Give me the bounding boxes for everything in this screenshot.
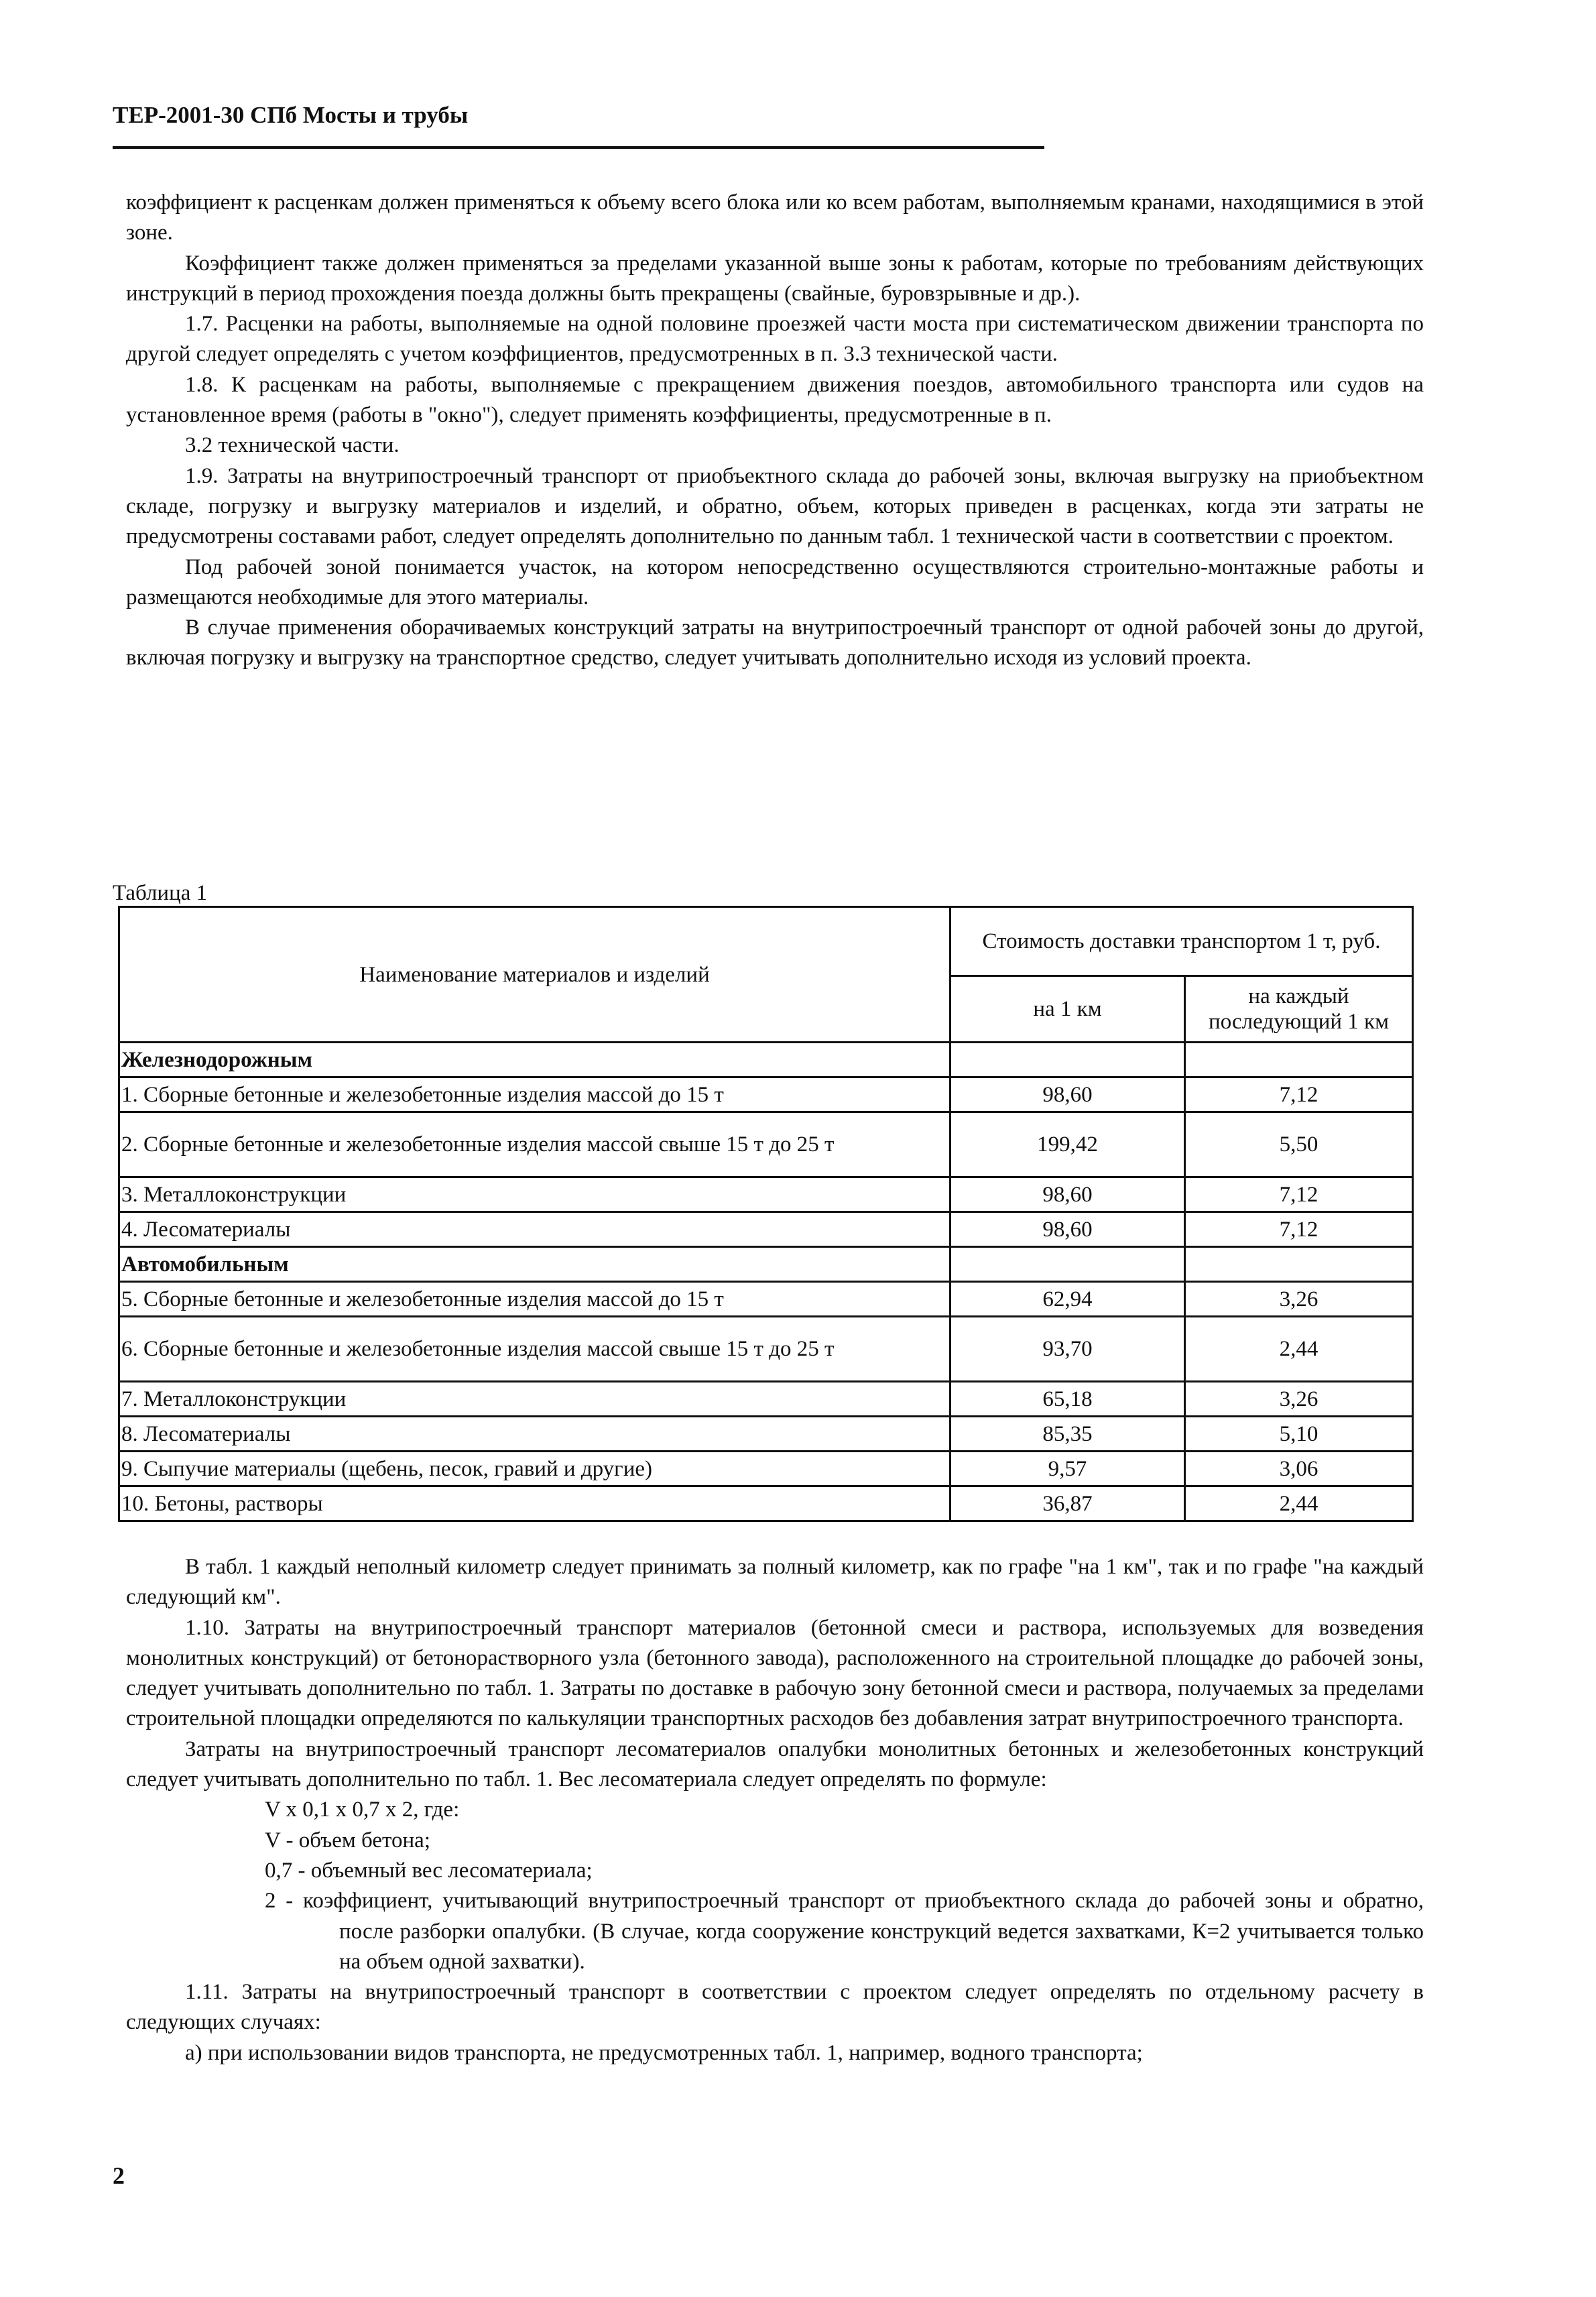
paragraph: Под рабочей зоной понимается участок, на котором непосредственно осуществляются строительно-монтажные работы и размещаются необходимые для этого материалы. [126, 554, 1424, 609]
paragraph: Коэффициент также должен применяться за пределами указанной выше зоны к работам, которые по требованиям действующих инструкций в период прохождения поезда должны быть прекращены (свайные, буровзрывные и др.). [126, 251, 1424, 306]
cost-next-km: 3,06 [1185, 1452, 1413, 1486]
cost-next-km: 2,44 [1185, 1486, 1413, 1521]
paragraph-1-9: 1.9. Затраты на внутрипостроечный транспорт от приобъектного склада до рабочей зоны, включая выгрузку на приобъектном складе, погрузку и выгрузку материалов и изделий, и обратно, объем, которых приведен в расценках, когда эти затраты не предусмотрены составами работ, следует определять дополнительно по данным табл. 1 технической части в соответствии с проектом. [126, 463, 1424, 549]
section-label-auto: Автомобильным [119, 1247, 950, 1282]
table-row [119, 1452, 1413, 1486]
cost-first-km: 36,87 [950, 1486, 1185, 1521]
material-name: 2. Сборные бетонные и железобетонные изделия массой свыше 15 т до 25 т [119, 1112, 950, 1177]
paragraph-1-11: 1.11. Затраты на внутрипостроечный транспорт в соответствии с проектом следует определять по отдельному расчету в следующих случаях: [126, 1980, 1424, 2035]
section-label-rail: Железнодорожным [119, 1043, 950, 1077]
section-row [119, 1043, 1413, 1077]
column-header-cost: Стоимость доставки транспортом 1 т, руб. [950, 907, 1413, 976]
list-item: а) при использовании видов транспорта, не предусмотренных табл. 1, например, водного транспорта; [185, 2040, 1143, 2065]
table-row [119, 1112, 1413, 1177]
formula-definition: V - объем бетона; [265, 1828, 431, 1852]
material-name: 1. Сборные бетонные и железобетонные изделия массой до 15 т [119, 1077, 950, 1112]
paragraph: В табл. 1 каждый неполный километр следует принимать за полный километр, как по графе "на 1 км", так и по графе "на каждый следующий км". [126, 1555, 1424, 1610]
cost-first-km: 93,70 [950, 1317, 1185, 1382]
table-row [119, 1317, 1413, 1382]
cost-first-km: 199,42 [950, 1112, 1185, 1177]
cost-first-km: 62,94 [950, 1282, 1185, 1317]
cost-first-km: 85,35 [950, 1417, 1185, 1452]
material-name: 6. Сборные бетонные и железобетонные изделия массой свыше 15 т до 25 т [119, 1317, 950, 1382]
delivery-cost-table [118, 906, 1414, 1522]
paragraph-1-8: 1.8. К расценкам на работы, выполняемые с прекращением движения поездов, автомобильного транспорта или судов на установленное время (работы в "окно"), следует применять коэффициенты, предусмотренные в п. [126, 372, 1424, 428]
cost-next-km: 5,50 [1185, 1112, 1413, 1177]
cost-next-km: 3,26 [1185, 1282, 1413, 1317]
column-header-name: Наименование материалов и изделий [119, 907, 950, 1043]
table-row [119, 1486, 1413, 1521]
text-block-bottom [126, 1552, 1424, 2068]
section-row [119, 1247, 1413, 1282]
column-header-next-km: на каждый последующий 1 км [1185, 976, 1413, 1043]
empty-cell [950, 1043, 1185, 1077]
cost-next-km: 7,12 [1185, 1077, 1413, 1112]
material-name: 3. Металлоконструкции [119, 1177, 950, 1212]
paragraph-1-7: 1.7. Расценки на работы, выполняемые на одной половине проезжей части моста при систематическом движении транспорта по другой следует определять с учетом коэффициентов, предусмотренных в п. 3.3 технической части. [126, 312, 1424, 367]
table-row [119, 1177, 1413, 1212]
empty-cell [1185, 1043, 1413, 1077]
material-name: 9. Сыпучие материалы (щебень, песок, гравий и другие) [119, 1452, 950, 1486]
table-header-row [119, 907, 1413, 976]
cost-first-km: 65,18 [950, 1382, 1185, 1417]
table-row [119, 1077, 1413, 1112]
material-name: 8. Лесоматериалы [119, 1417, 950, 1452]
text-block-top [126, 188, 1424, 674]
cost-next-km: 5,10 [1185, 1417, 1413, 1452]
paragraph: В случае применения оборачиваемых конструкций затраты на внутрипостроечный транспорт от одной рабочей зоны до другой, включая погрузку и выгрузку на транспортное средство, следует учитывать дополнительно исходя из условий проекта. [126, 615, 1424, 670]
cost-first-km: 9,57 [950, 1452, 1185, 1486]
cost-first-km: 98,60 [950, 1077, 1185, 1112]
paragraph-1-10: 1.10. Затраты на внутрипостроечный транспорт материалов (бетонной смеси и раствора, используемых для возведения монолитных конструкций) от бетонорастворного узла (бетонного завода), расположенного на строительной площадке до рабочей зоны, следует учитывать дополнительно по табл. 1. Затраты по доставке в рабочую зону бетонной смеси и раствора, получаемых за пределами строительной площадки определяются по калькуляции транспортных расходов без добавления затрат внутрипостроечного транспорта. [126, 1615, 1424, 1731]
table-row [119, 1382, 1413, 1417]
formula: V х 0,1 х 0,7 х 2, где: [265, 1798, 460, 1822]
page-header: ТЕР-2001-30 СПб Мосты и трубы [113, 102, 469, 128]
paragraph: Затраты на внутрипостроечный транспорт лесоматериалов опалубки монолитных бетонных и железобетонных конструкций следует учитывать дополнительно по табл. 1. Вес лесоматериала следует определять по формуле: [126, 1736, 1424, 1792]
cost-next-km: 7,12 [1185, 1212, 1413, 1247]
material-name: 10. Бетоны, растворы [119, 1486, 950, 1521]
table-row [119, 1282, 1413, 1317]
paragraph: 3.2 технической части. [185, 433, 400, 458]
paragraph: коэффициент к расценкам должен применяться к объему всего блока или ко всем работам, выполняемым кранами, находящимися в этой зоне. [126, 190, 1424, 245]
cost-first-km: 98,60 [950, 1212, 1185, 1247]
cost-first-km: 98,60 [950, 1177, 1185, 1212]
column-header-first-km: на 1 км [950, 976, 1185, 1043]
table-row [119, 1417, 1413, 1452]
empty-cell [950, 1247, 1185, 1282]
table-caption: Таблица 1 [113, 881, 208, 905]
cost-next-km: 3,26 [1185, 1382, 1413, 1417]
empty-cell [1185, 1247, 1413, 1282]
material-name: 4. Лесоматериалы [119, 1212, 950, 1247]
table-row [119, 1212, 1413, 1247]
formula-definition: 0,7 - объемный вес лесоматериала; [265, 1858, 593, 1883]
formula-definition: 2 - коэффициент, учитывающий внутрипостроечный транспорт от приобъектного склада до рабочей зоны и обратно, после разборки опалубки. (В случае, когда сооружение конструкций ведется захватками, К=2 учитывается только на объем одной захватки). [265, 1889, 1424, 1974]
cost-next-km: 2,44 [1185, 1317, 1413, 1382]
header-divider [113, 146, 1044, 149]
page-number: 2 [113, 2162, 125, 2189]
material-name: 7. Металлоконструкции [119, 1382, 950, 1417]
material-name: 5. Сборные бетонные и железобетонные изделия массой до 15 т [119, 1282, 950, 1317]
cost-next-km: 7,12 [1185, 1177, 1413, 1212]
